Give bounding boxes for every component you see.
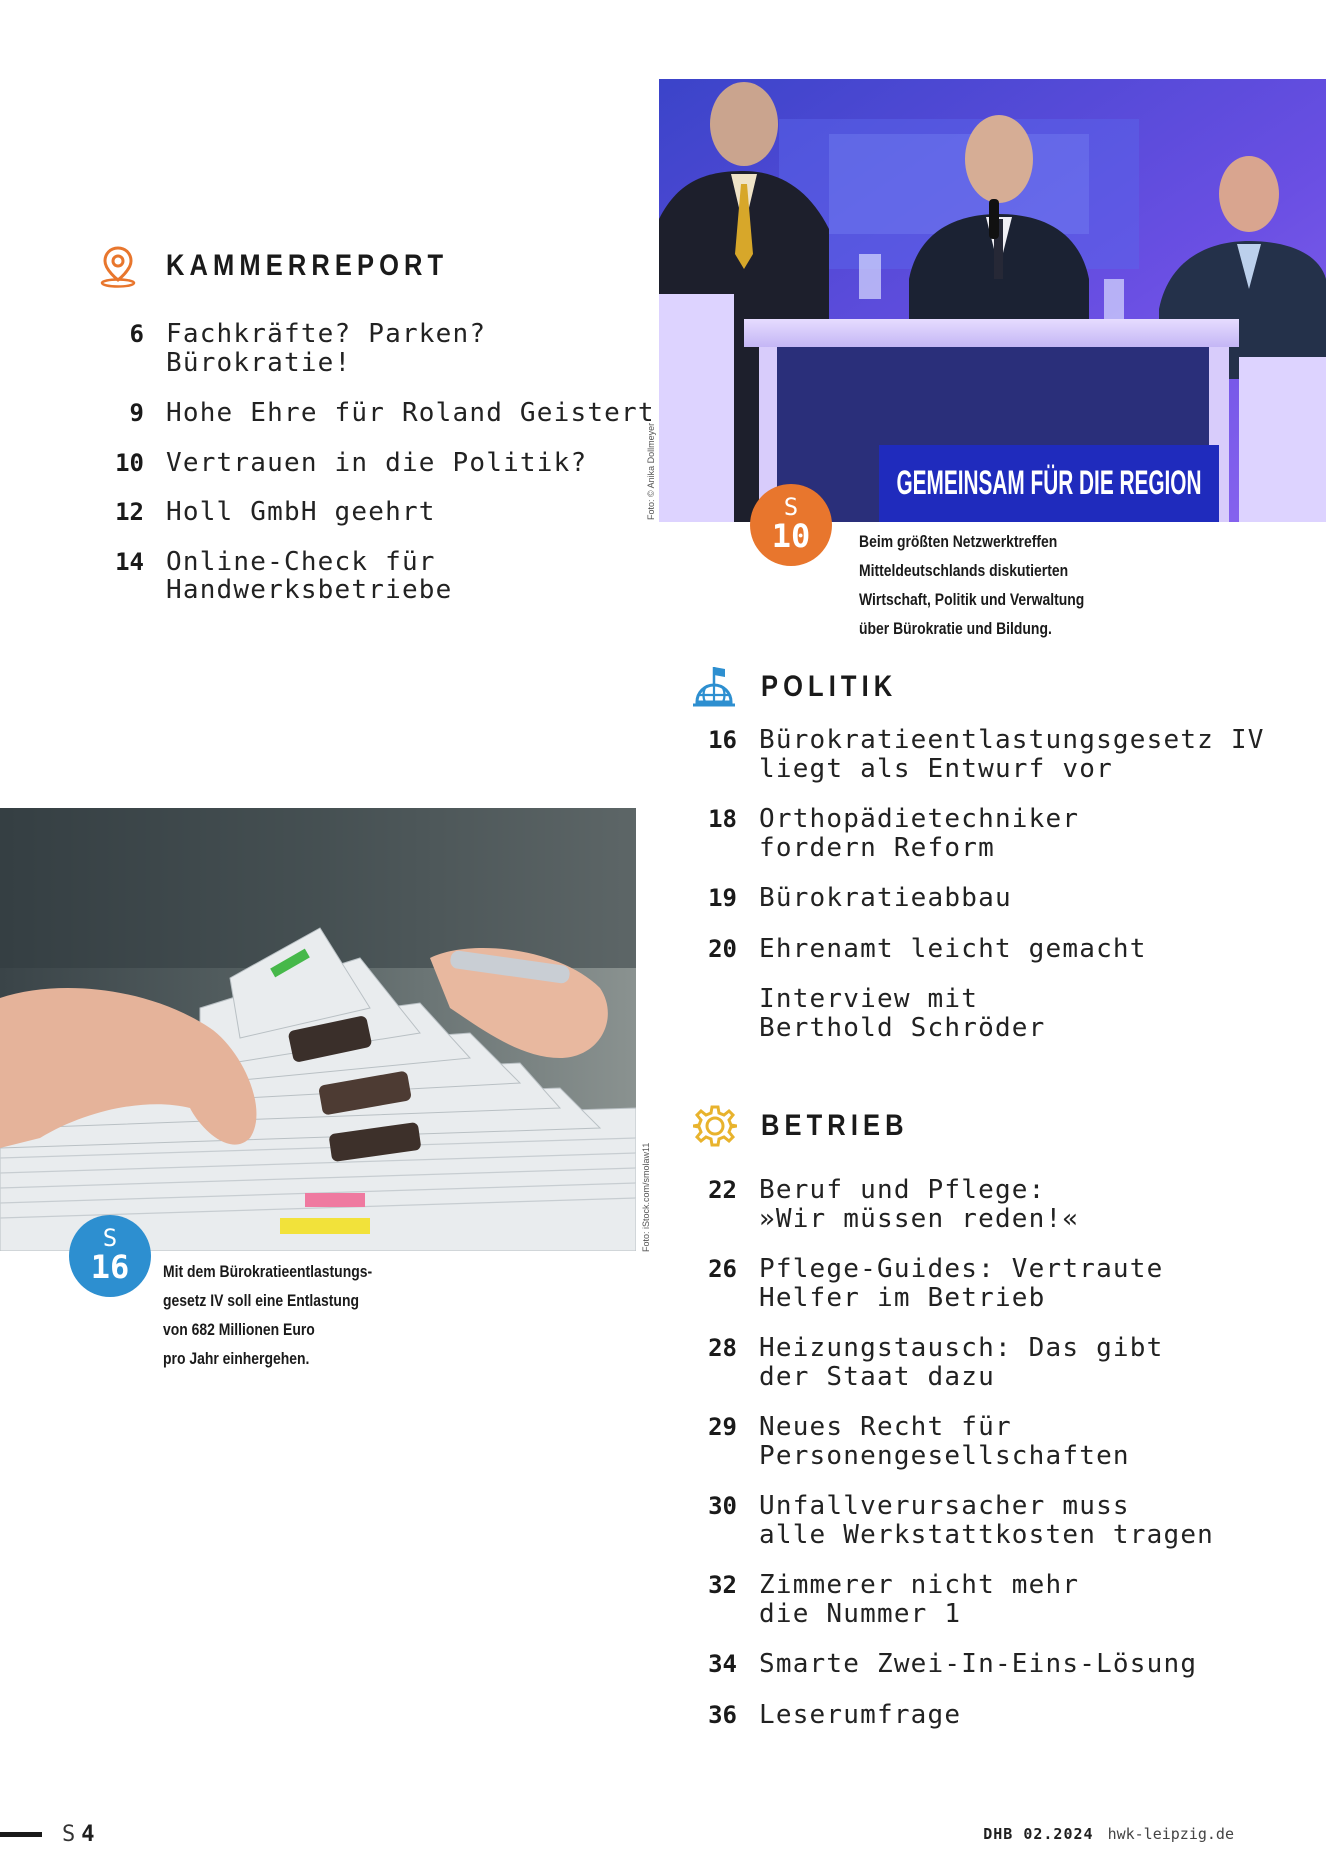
toc-entry[interactable] (87, 449, 655, 478)
toc-page-number: 6 (129, 320, 144, 348)
photo-credit: Foto: iStock.com/smolaw11 (641, 1142, 651, 1252)
toc-page-number: 36 (708, 1700, 737, 1729)
toc-entry[interactable] (87, 399, 655, 428)
toc-page-number: 28 (708, 1334, 737, 1362)
toc-page-number: 29 (708, 1413, 737, 1441)
toc-entry[interactable] (680, 1571, 1214, 1628)
toc-page-number: 14 (115, 547, 144, 576)
toc-title: Vertrauen in die Politik? (166, 447, 588, 478)
footer-page-number: 4 (81, 1822, 95, 1847)
toc-page-number: 12 (115, 498, 144, 526)
toc-title: Holl GmbH geehrt (166, 497, 436, 527)
toc-entry[interactable] (87, 498, 655, 527)
toc-page-number: 9 (129, 399, 144, 427)
footer-rule (0, 1832, 42, 1837)
photo-paper-stacks (0, 808, 636, 1251)
toc-title: Pflege-Guides: Vertraute Helfer im Betrieb (759, 1254, 1164, 1313)
toc-title: Smarte Zwei-In-Eins-Lösung (759, 1649, 1198, 1679)
toc-entry[interactable] (87, 320, 655, 377)
map-pin-icon (96, 244, 140, 288)
banner-text: GEMEINSAM FÜR DIE REGION (896, 464, 1202, 502)
toc-entry[interactable] (680, 726, 1265, 783)
photo-caption: Mit dem Bürokratieentlastungs- gesetz IV soll eine Entlastung von 682 Millionen Euro pro Jahr einhergehen. (163, 1262, 373, 1368)
toc-title: Orthopädietechniker fordern Reform (759, 804, 1080, 863)
toc-entry[interactable] (87, 548, 655, 605)
toc-page-number: 10 (115, 448, 144, 477)
toc-page-number: 16 (708, 726, 737, 754)
section-header-betrieb (693, 1104, 935, 1148)
toc-entry[interactable] (680, 985, 1265, 1042)
toc-title: Leserumfrage (759, 1699, 962, 1730)
toc-page-number: 32 (708, 1571, 737, 1599)
toc-entry[interactable] (680, 1413, 1214, 1470)
gear-icon (693, 1104, 737, 1148)
toc-title: Neues Recht für Personengesellschaften (759, 1412, 1130, 1471)
page-badge[interactable] (750, 484, 832, 566)
toc-page-number: 18 (708, 805, 737, 833)
photo-podium-discussion (659, 79, 1326, 522)
toc-list-kammerreport (87, 320, 655, 605)
podium-illustration (659, 79, 1326, 522)
toc-title: Bürokratieabbau (759, 883, 1012, 913)
paper-stacks-illustration (0, 808, 636, 1251)
section-title: KAMMERREPORT (166, 249, 449, 282)
toc-entry[interactable] (680, 884, 1265, 913)
badge-s-label: S (102, 1224, 118, 1252)
toc-title: Interview mit Berthold Schröder (759, 984, 1046, 1043)
toc-entry[interactable] (680, 1255, 1214, 1312)
toc-title: Online-Check für Handwerksbetriebe (166, 546, 453, 605)
toc-page-number: 22 (708, 1176, 737, 1204)
toc-list-betrieb (680, 1176, 1214, 1729)
toc-entry[interactable] (680, 1334, 1214, 1391)
toc-list-politik (680, 726, 1265, 1042)
toc-entry[interactable] (680, 805, 1265, 862)
footer-s-label: S (62, 1822, 76, 1847)
footer-page-indicator (0, 1822, 95, 1847)
toc-page-number: 34 (708, 1650, 737, 1678)
footer-publication (983, 1825, 1234, 1843)
toc-title: Unfallverursacher muss alle Werkstattkosten tragen (759, 1491, 1215, 1550)
section-title: BETRIEB (761, 1109, 909, 1142)
toc-title: Heizungstausch: Das gibt der Staat dazu (759, 1333, 1164, 1392)
toc-entry[interactable] (680, 1176, 1214, 1233)
toc-entry[interactable] (680, 1650, 1214, 1679)
toc-page-number: 26 (708, 1255, 737, 1283)
footer-issue: DHB 02.2024 (983, 1825, 1094, 1843)
badge-page-number: 16 (90, 1248, 130, 1286)
globe-flag-icon (691, 664, 737, 710)
toc-title: Ehrenamt leicht gemacht (759, 933, 1147, 964)
footer-url-link[interactable]: hwk-leipzig.de (1107, 1825, 1234, 1843)
section-header-politik (691, 664, 921, 710)
toc-page-number: 30 (708, 1492, 737, 1520)
toc-title: Zimmerer nicht mehr die Nummer 1 (759, 1570, 1080, 1629)
section-title: POLITIK (761, 670, 898, 703)
toc-entry[interactable] (680, 935, 1265, 964)
toc-title: Hohe Ehre für Roland Geistert (166, 398, 655, 428)
badge-page-number: 10 (771, 517, 811, 555)
photo-caption: Beim größten Netzwerktreffen Mitteldeutschlands diskutierten Wirtschaft, Politik und Verwaltung über Bürokratie und Bildung. (859, 532, 1085, 638)
photo-credit: Foto: © Anika Dollmeyer (646, 422, 656, 520)
page-badge[interactable] (69, 1215, 151, 1297)
toc-title: Bürokratieentlastungsgesetz IV liegt als Entwurf vor (759, 725, 1265, 784)
badge-s-label: S (783, 493, 799, 521)
toc-title: Beruf und Pflege: »Wir müssen reden!« (759, 1175, 1080, 1234)
toc-page-number: 19 (708, 884, 737, 912)
toc-entry[interactable] (680, 1492, 1214, 1549)
toc-page-number: 20 (708, 934, 737, 963)
toc-entry[interactable] (680, 1701, 1214, 1730)
section-header-kammerreport (96, 244, 498, 288)
toc-title: Fachkräfte? Parken? Bürokratie! (166, 319, 487, 378)
